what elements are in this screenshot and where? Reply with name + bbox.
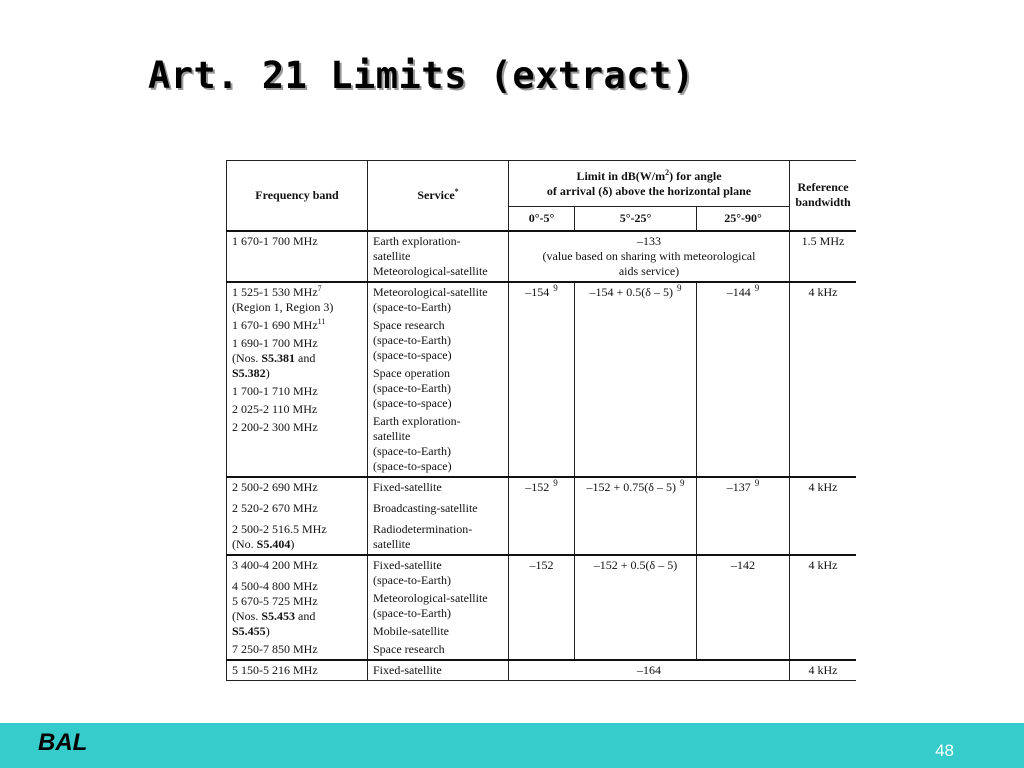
bandwidth-cell: 4 kHz — [790, 477, 856, 555]
limit-25-90-cell: –144 $^9$ — [697, 282, 790, 477]
header-limit: Limit in $dB(W/m^2)$ for angle of arrival (δ) above the horizontal plane — [509, 161, 790, 207]
limit-25-90-cell: –142 — [697, 555, 790, 660]
frequency-band-cell: 5 150-5 216 MHz — [227, 660, 368, 681]
limits-table — [226, 160, 856, 681]
limit-0-5-cell: –152 $^9$ — [509, 477, 575, 555]
page-number: 48 — [935, 741, 954, 760]
limit-5-25-cell: –154 + 0.5(δ – 5) $^9$ — [575, 282, 697, 477]
frequency-band-cell: 1 670-1 700 MHz — [227, 231, 368, 282]
frequency-band-cell: 1 525-1 530 MHz$^7$ (Region 1, Region 3) 1 670-1 690 MHz$^{11}$ 1 690-1 700 MHz (Nos. S5.381 and S5.382) 1 700-1 710 MHz 2 025-2 110 MHz 2 200-2 300 MHz — [227, 282, 368, 477]
header-service: Service* — [368, 161, 509, 231]
header-frequency-band: Frequency band — [227, 161, 368, 231]
table-row — [227, 660, 857, 681]
bandwidth-cell: 4 kHz — [790, 555, 856, 660]
service-cell: Fixed-satellite Broadcasting-satellite Radiodetermination- satellite — [368, 477, 509, 555]
bandwidth-cell: 1.5 MHz — [790, 231, 856, 282]
slide-title: Art. 21 Limits (extract) — [148, 54, 695, 97]
service-cell: Fixed-satellite (space-to-Earth) Meteorological-satellite (space-to-Earth) Mobile-satellite Space research — [368, 555, 509, 660]
limit-25-90-cell: –137 $^9$ — [697, 477, 790, 555]
table-row — [227, 477, 857, 555]
header-angle-5-25: 5°-25° — [575, 207, 697, 231]
footer-brand: BAL — [38, 729, 88, 756]
service-cell: Meteorological-satellite (space-to-Earth) Space research (space-to-Earth) (space-to-space) Space operation (space-to-Earth) (space-to-space) Earth exploration- satellite (space-to-Earth) (space-to-space) — [368, 282, 509, 477]
header-angle-0-5: 0°-5° — [509, 207, 575, 231]
limit-merged-cell: –164 — [509, 660, 790, 681]
bandwidth-cell: 4 kHz — [790, 660, 856, 681]
limit-0-5-cell: –154 $^9$ — [509, 282, 575, 477]
service-cell: Fixed-satellite — [368, 660, 509, 681]
limit-0-5-cell: –152 — [509, 555, 575, 660]
limit-5-25-cell: –152 + 0.75(δ – 5) $^9$ — [575, 477, 697, 555]
limits-table-container — [226, 160, 856, 700]
limit-merged-cell: –133 (value based on sharing with meteorological aids service) — [509, 231, 790, 282]
table-row — [227, 282, 857, 477]
header-reference-bandwidth: Reference bandwidth — [790, 161, 856, 231]
table-row — [227, 231, 857, 282]
service-cell: Earth exploration- satellite Meteorological-satellite — [368, 231, 509, 282]
frequency-band-cell: 2 500-2 690 MHz 2 520-2 670 MHz 2 500-2 516.5 MHz (No. S5.404) — [227, 477, 368, 555]
frequency-band-cell: 3 400-4 200 MHz 4 500-4 800 MHz 5 670-5 725 MHz (Nos. S5.453 and S5.455) 7 250-7 850 MHz — [227, 555, 368, 660]
bandwidth-cell: 4 kHz — [790, 282, 856, 477]
header-angle-25-90: 25°-90° — [697, 207, 790, 231]
limit-5-25-cell: –152 + 0.5(δ – 5) — [575, 555, 697, 660]
table-row — [227, 555, 857, 660]
footer-bar — [0, 723, 1024, 768]
